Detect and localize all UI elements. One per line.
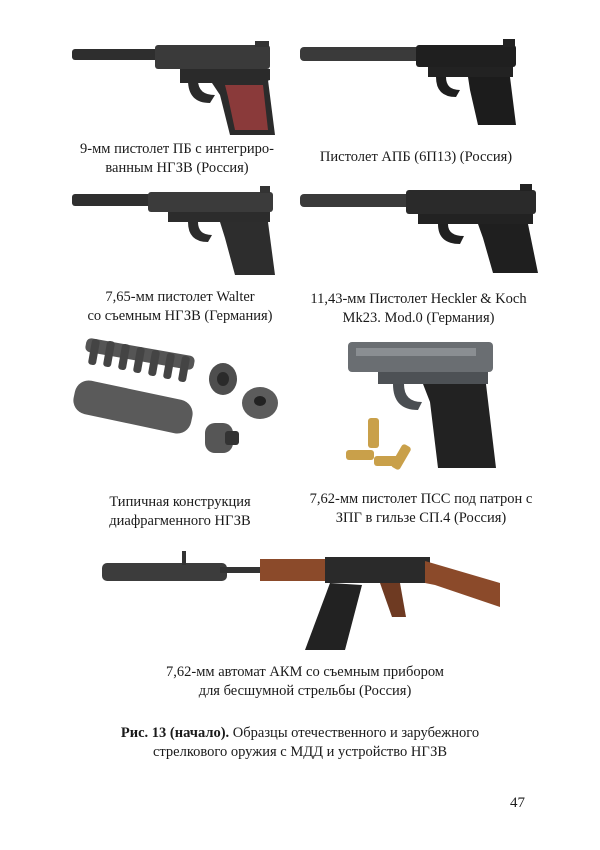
pistol-pss-caption [296, 490, 546, 528]
figure-label: Рис. 13 (начало). [120, 725, 230, 741]
caption-line: 7,65-мм пистолет Walter [105, 289, 255, 305]
rifle-akm-image [100, 545, 505, 655]
rifle-akm-caption [110, 663, 500, 701]
pistol-mk23-image [298, 178, 548, 278]
pistol-walter-image [70, 180, 285, 280]
caption-line: 7,62-мм автомат АКМ со съемным прибором [166, 664, 444, 680]
suppressor-parts-image [65, 335, 290, 465]
caption-line: диафрагменного НГЗВ [109, 513, 251, 529]
figure-caption-line-2: стрелкового оружия с МДД и устройство НГЗВ [152, 744, 448, 760]
figure-caption [0, 724, 600, 762]
caption-line: 7,62-мм пистолет ПСС под патрон с [309, 491, 533, 507]
caption-line: Пистолет АПБ (6П13) (Россия) [319, 149, 513, 165]
figure-caption-text-1: Образцы отечественного и зарубежного [229, 725, 480, 741]
pistol-walter-caption [70, 288, 290, 326]
caption-line: Mk23. Mod.0 (Германия) [342, 310, 495, 326]
caption-line: со съемным НГЗВ (Германия) [87, 308, 273, 324]
caption-line: ЗПГ в гильзе СП.4 (Россия) [335, 510, 507, 526]
caption-line: для бесшумной стрельбы (Россия) [198, 683, 412, 699]
caption-line: 11,43-мм Пистолет Heckler & Koch [310, 291, 527, 307]
pistol-pb-image [70, 35, 285, 140]
pistol-apb-caption [296, 148, 536, 167]
pistol-pss-image [338, 340, 523, 480]
caption-line: ванным НГЗВ (Россия) [105, 160, 249, 176]
figure-caption-line-1 [0, 724, 600, 743]
pistol-mk23-caption [296, 290, 541, 328]
pistol-apb-image [298, 35, 530, 130]
suppressor-parts-caption [70, 493, 290, 531]
page-number: 47 [510, 795, 525, 811]
caption-line: 9-мм пистолет ПБ с интегриро- [80, 141, 274, 157]
caption-line: Типичная конструкция [109, 494, 251, 510]
pistol-pb-caption [62, 140, 292, 178]
